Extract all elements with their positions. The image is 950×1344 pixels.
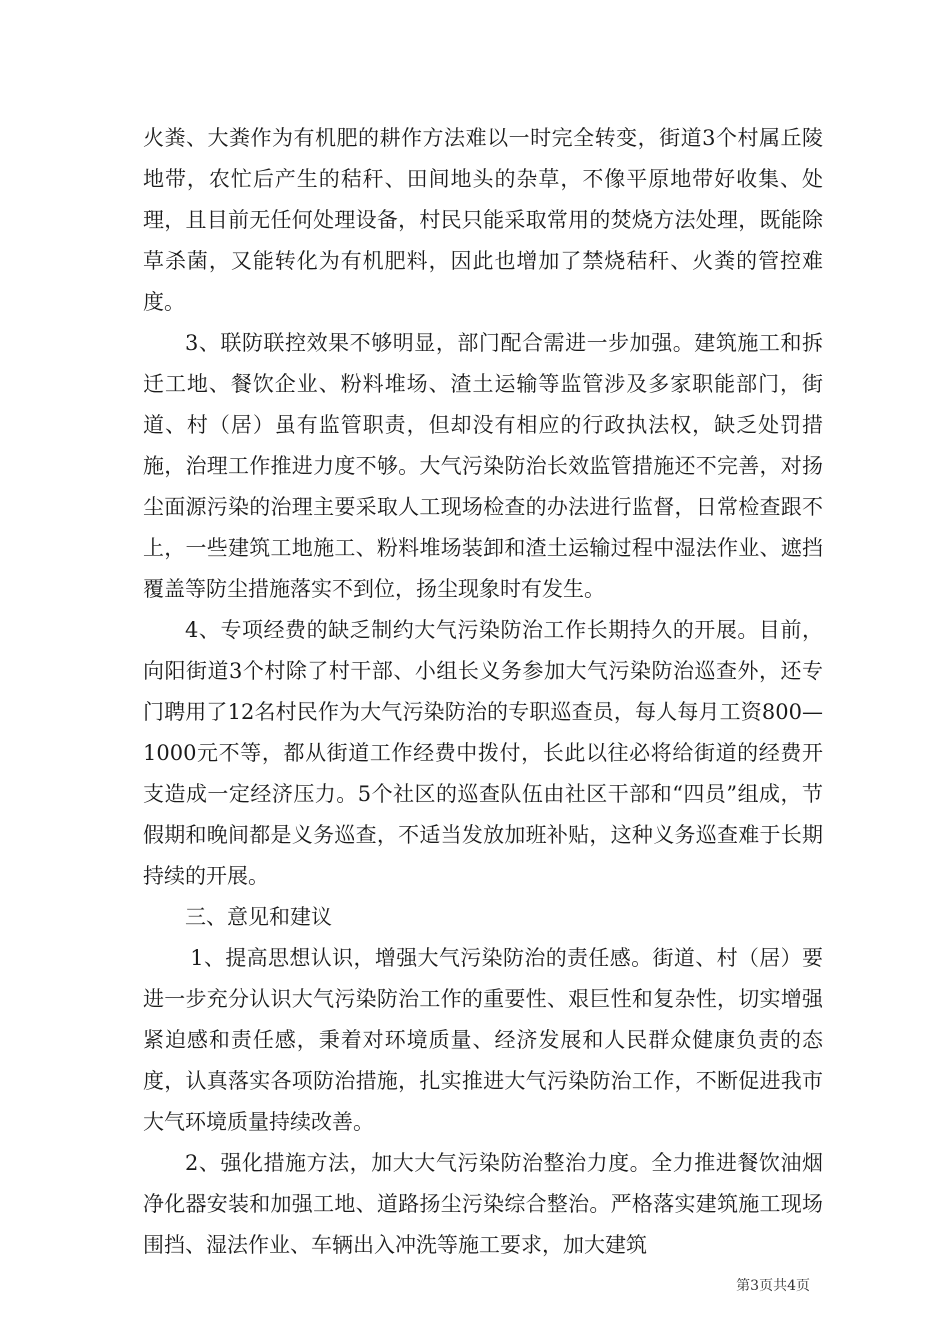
paragraph-item-3: 3、联防联控效果不够明显，部门配合需进一步加强。建筑施工和拆迁工地、餐饮企业、粉料堆场、渣土运输等监管涉及多家职能部门，街道、村（居）虽有监管职责，但却没有相应的行政执法权，缺乏处罚措施，治理工作推进力度不够。大气污染防治长效监管措施还不完善，对扬尘面源污染的治理主要采取人工现场检查的办法进行监督，日常检查跟不上，一些建筑工地施工、粉料堆场装卸和渣土运输过程中湿法作业、遮挡覆盖等防尘措施落实不到位，扬尘现象时有发生。 (143, 331, 823, 601)
paragraph-suggestion-2: 2、强化措施方法，加大大气污染防治整治力度。全力推进餐饮油烟净化器安装和加强工地、道路扬尘污染综合整治。严格落实建筑施工现场围挡、湿法作业、车辆出入冲洗等施工要求，加大建筑 (143, 1151, 823, 1257)
paragraph-suggestion-1: 1、提高思想认识，增强大气污染防治的责任感。街道、村（居）要进一步充分认识大气污染防治工作的重要性、艰巨性和复杂性，切实增强紧迫感和责任感，秉着对环境质量、经济发展和人民群众健康负责的态度，认真落实各项防治措施，扎实推进大气污染防治工作，不断促进我市大气环境质量持续改善。 (143, 946, 823, 1134)
document-body (143, 118, 823, 1266)
paragraph-item-4: 4、专项经费的缺乏制约大气污染防治工作长期持久的开展。目前，向阳街道3个村除了村干部、小组长义务参加大气污染防治巡查外，还专门聘用了12名村民作为大气污染防治的专职巡查员，每人每月工资800—1000元不等，都从街道工作经费中拨付，长此以往必将给街道的经费开支造成一定经济压力。5个社区的巡查队伍由社区干部和“四员”组成，节假期和晚间都是义务巡查，不适当发放加班补贴，这种义务巡查难于长期持续的开展。 (143, 618, 823, 888)
page-number: 第3页共4页 (736, 1278, 810, 1294)
paragraph-continuation: 火粪、大粪作为有机肥的耕作方法难以一时完全转变，街道3个村属丘陵地带，农忙后产生的秸秆、田间地头的杂草，不像平原地带好收集、处理，且目前无任何处理设备，村民只能采取常用的焚烧方法处理，既能除草杀菌，又能转化为有机肥料，因此也增加了禁烧秸秆、火粪的管控难度。 (143, 126, 823, 314)
section-heading-suggestions: 三、意见和建议 (185, 905, 332, 929)
